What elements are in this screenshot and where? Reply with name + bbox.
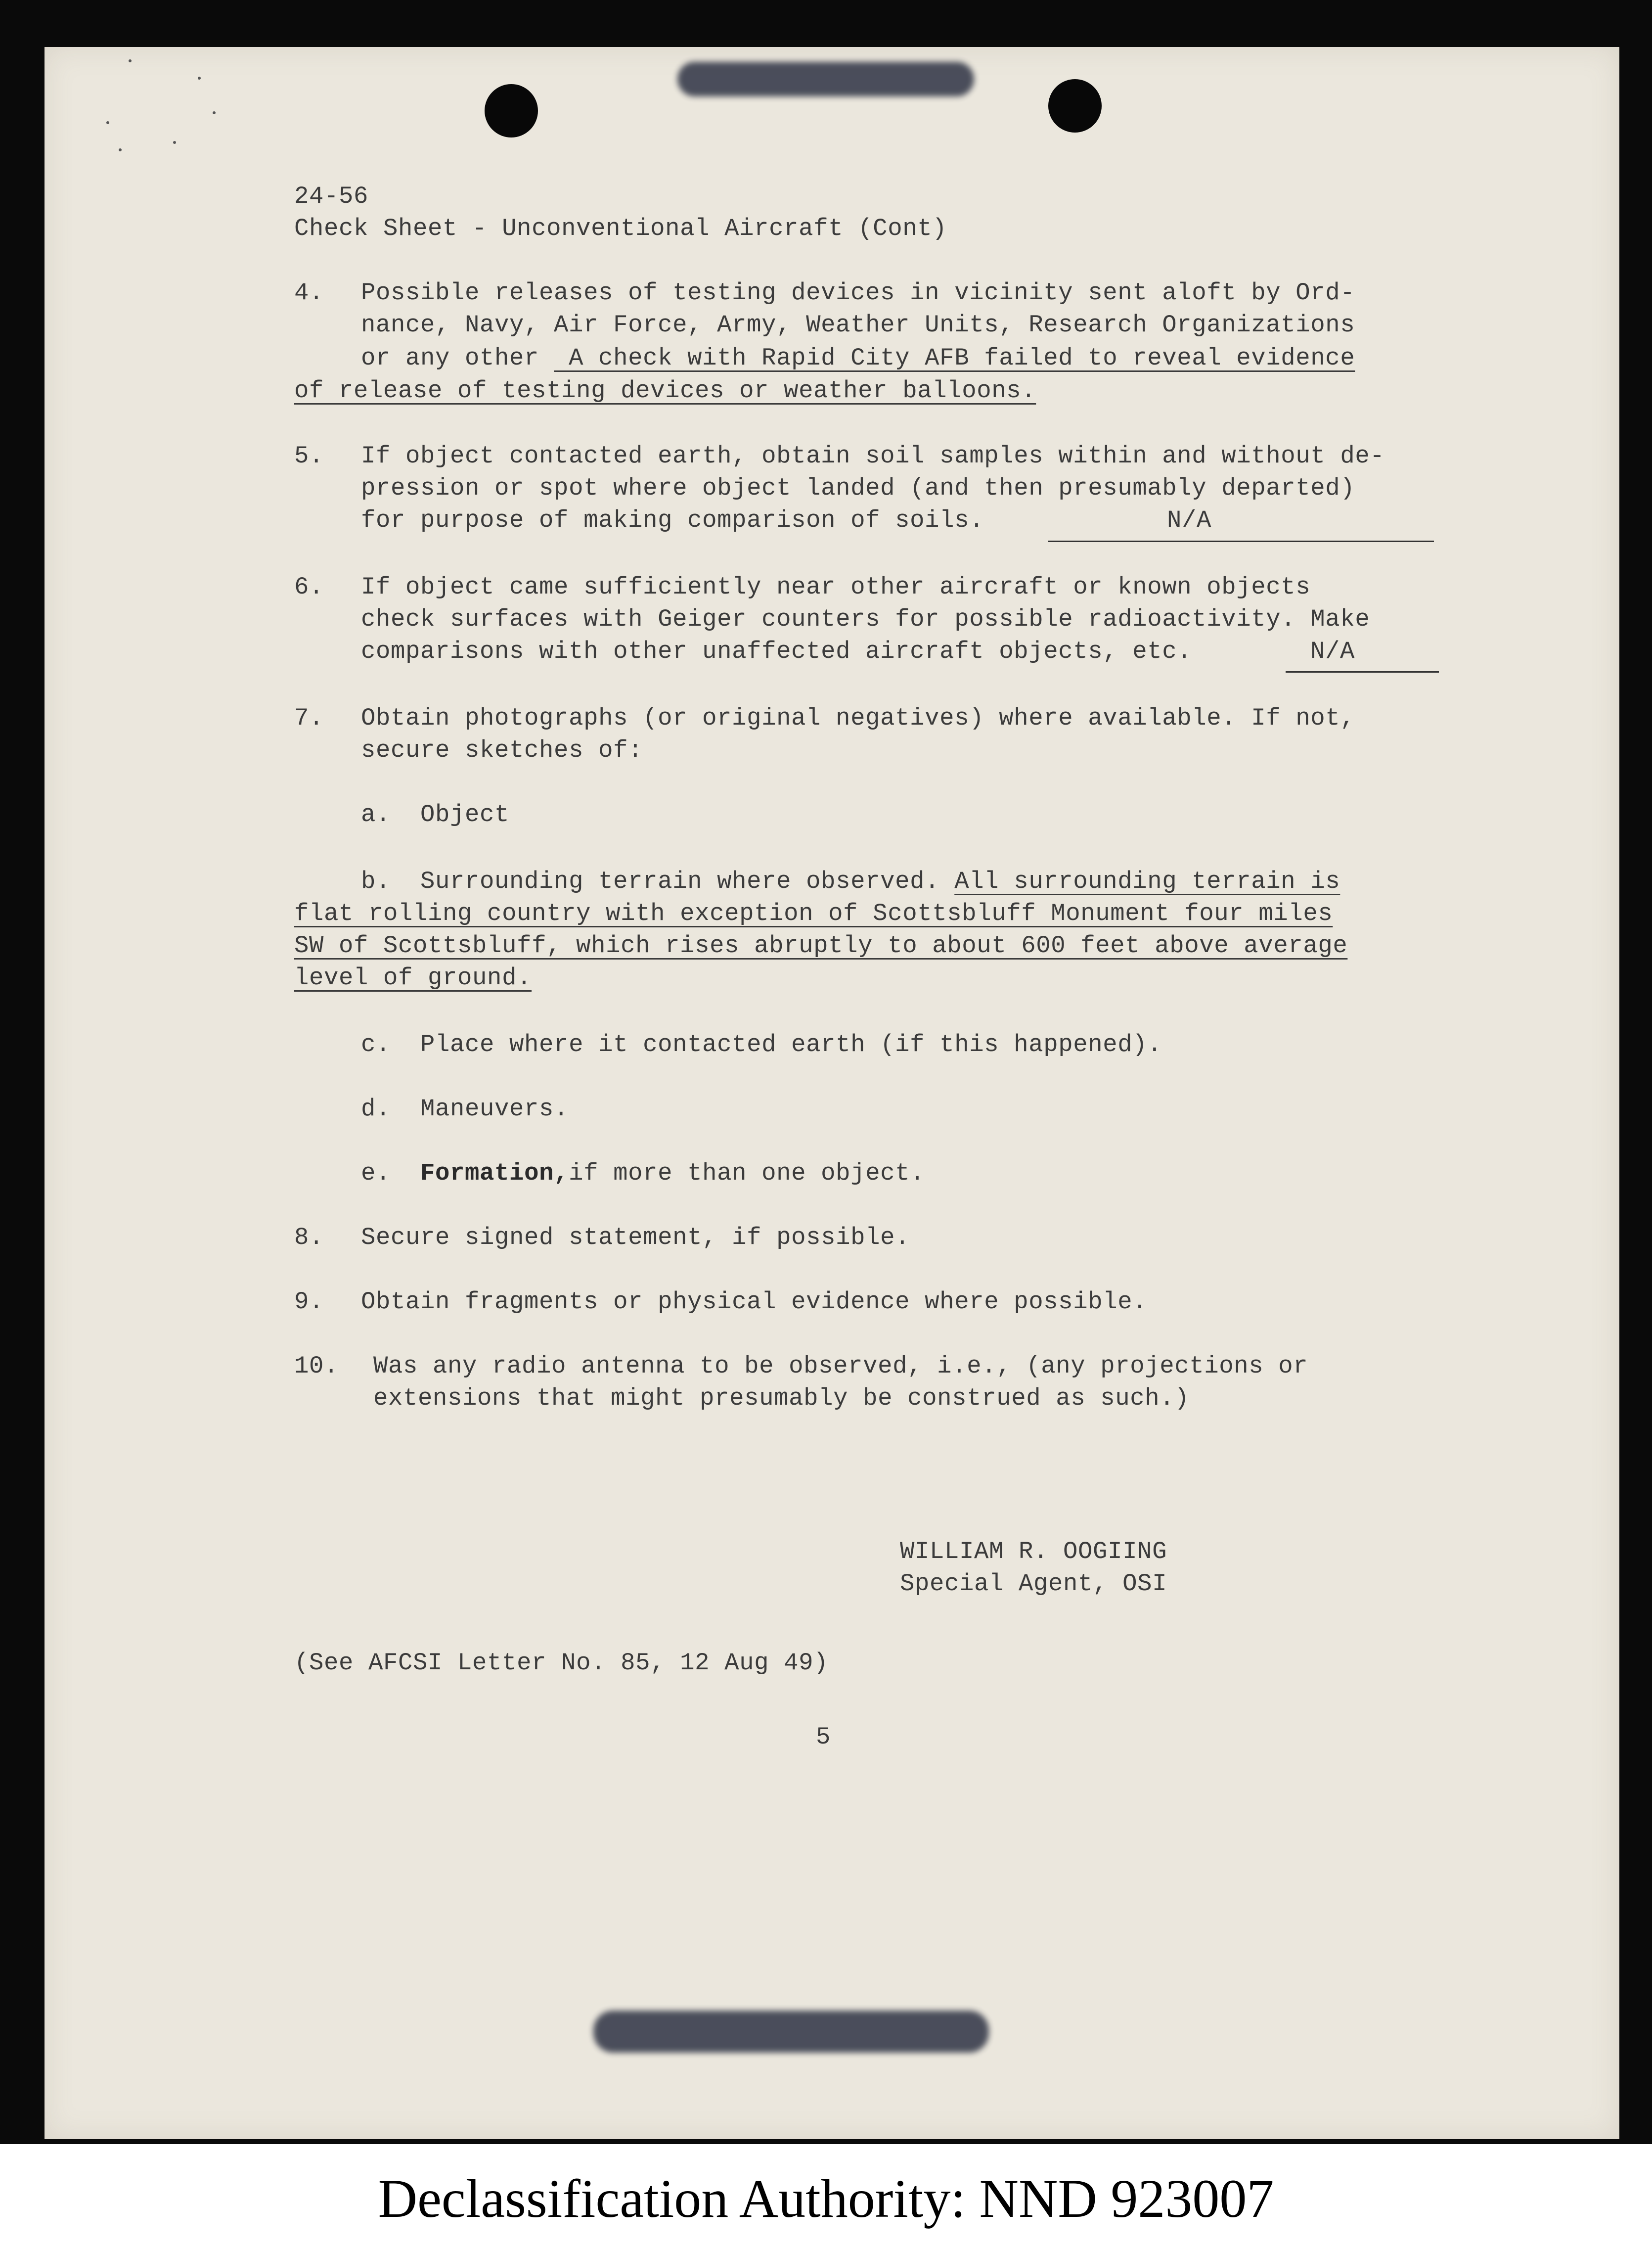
item-7b-answer-3: SW of Scottsbluff, which rises abruptly to about 600 feet above average	[294, 932, 1348, 960]
item-6-number: 6.	[294, 573, 324, 601]
item-4-prompt-end: or any other	[361, 344, 554, 372]
item-4-line-2: nance, Navy, Air Force, Army, Weather Units, Research Organizations	[361, 311, 1355, 339]
paper-speck	[173, 141, 176, 144]
item-7b-label: b. Surrounding terrain where observed.	[361, 868, 955, 895]
file-number: 24-56	[294, 183, 369, 210]
item-4-answer-1: A check with Rapid City AFB failed to reveal evidence	[554, 344, 1355, 372]
item-5-number: 5.	[294, 442, 324, 470]
document-page	[45, 47, 1619, 2139]
item-4-answer-2: of release of testing devices or weather balloons.	[294, 377, 1036, 405]
item-7b-answer-2: flat rolling country with exception of Scottsbluff Monument four miles	[294, 900, 1333, 927]
item-7b-answer-4: level of ground.	[294, 964, 532, 992]
bottom-redaction-mark	[593, 2011, 989, 2053]
item-6-line-3: comparisons with other unaffected aircraft objects, etc.	[361, 638, 1192, 665]
item-7d: d. Maneuvers.	[361, 1095, 569, 1123]
page-number: 5	[816, 1723, 831, 1751]
item-7e-label: e.	[361, 1159, 421, 1187]
item-7-line-2: secure sketches of:	[361, 736, 643, 764]
item-4-line-1: Possible releases of testing devices in vicinity sent aloft by Ord-	[361, 279, 1355, 307]
item-7e-formation: Formation,	[420, 1159, 569, 1187]
item-8-number: 8.	[294, 1224, 324, 1251]
item-5-line-1: If object contacted earth, obtain soil samples within and without de-	[361, 442, 1385, 470]
paper-speck	[119, 148, 122, 151]
item-7-number: 7.	[294, 704, 324, 732]
declassification-footer: Declassification Authority: NND 923007	[378, 2168, 1274, 2229]
item-7b-line-1	[361, 866, 1340, 897]
paper-speck	[129, 59, 132, 62]
item-6-line-2: check surfaces with Geiger counters for possible radioactivity. Make	[361, 605, 1370, 633]
item-4-line-3	[361, 342, 1355, 374]
paper-speck	[213, 111, 216, 114]
item-7c: c. Place where it contacted earth (if this happened).	[361, 1031, 1162, 1058]
item-7b-answer-1: All surrounding terrain is	[954, 868, 1340, 895]
item-7a: a. Object	[361, 801, 510, 828]
item-10-line-1: Was any radio antenna to be observed, i.e., (any projections or	[373, 1352, 1308, 1380]
signature-name: WILLIAM R. OOGIING	[900, 1538, 1167, 1565]
top-redaction-mark	[677, 62, 974, 96]
item-6-line-1: If object came sufficiently near other aircraft or known objects	[361, 573, 1311, 601]
item-9-text: Obtain fragments or physical evidence where possible.	[361, 1288, 1148, 1316]
item-5-line-2: pression or spot where object landed (and then presumably departed)	[361, 474, 1355, 502]
item-9-number: 9.	[294, 1288, 324, 1316]
page-title: Check Sheet - Unconventional Aircraft (Cont)	[294, 215, 947, 242]
item-6-answer-rule	[1286, 671, 1439, 673]
item-5-answer-rule	[1048, 541, 1434, 542]
item-4-number: 4.	[294, 279, 324, 307]
item-7-line-1: Obtain photographs (or original negatives) where available. If not,	[361, 704, 1355, 732]
item-10-line-2: extensions that might presumably be construed as such.)	[373, 1384, 1190, 1412]
paper-speck	[198, 77, 201, 80]
item-5-answer: N/A	[1167, 506, 1212, 534]
paper-speck	[106, 121, 109, 124]
item-7e-rest: if more than one object.	[569, 1159, 925, 1187]
punch-hole-right	[1048, 79, 1102, 133]
item-10-number: 10.	[294, 1352, 339, 1380]
item-7e	[361, 1157, 925, 1189]
item-6-answer: N/A	[1310, 638, 1355, 665]
signature-title: Special Agent, OSI	[900, 1570, 1167, 1598]
item-8-text: Secure signed statement, if possible.	[361, 1224, 910, 1251]
punch-hole-left	[485, 84, 538, 138]
item-5-line-3: for purpose of making comparison of soils.	[361, 506, 984, 534]
reference-note: (See AFCSI Letter No. 85, 12 Aug 49)	[294, 1649, 829, 1677]
